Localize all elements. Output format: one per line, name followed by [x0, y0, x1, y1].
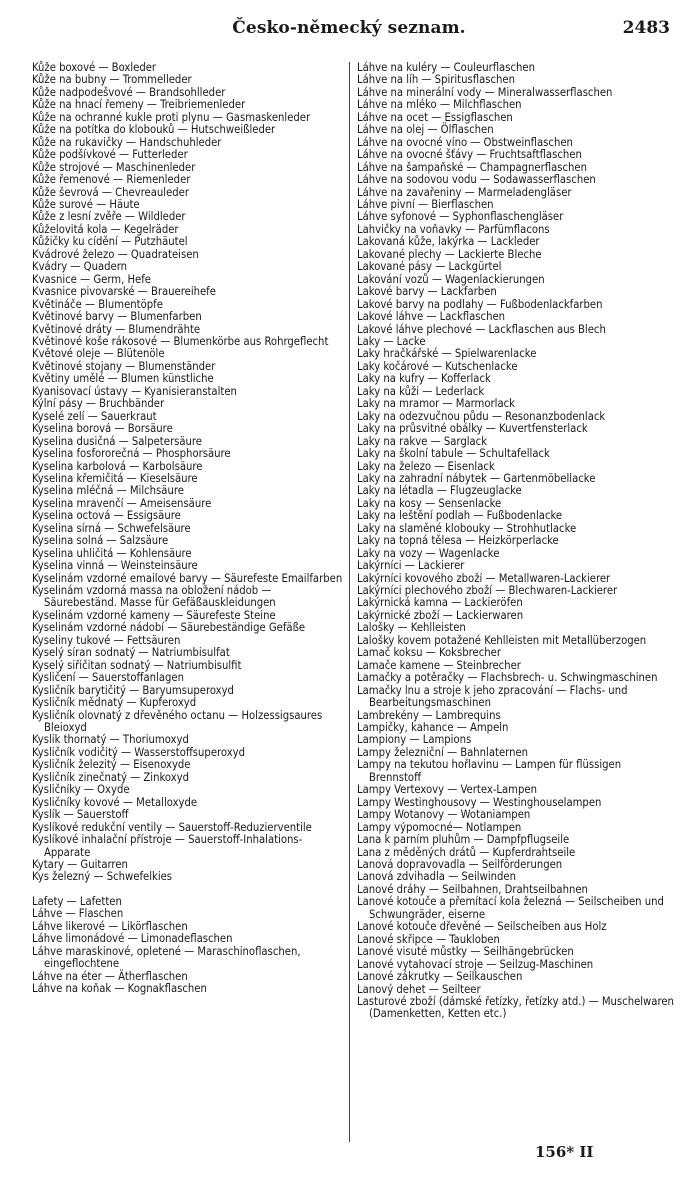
index-entry: Láhve — Flaschen	[32, 907, 124, 921]
index-entry: Květinové barvy — Blumenfarben	[32, 310, 202, 324]
index-entry: Kyselina solná — Salzsäure	[32, 534, 169, 548]
index-entry: Kysličník železitý — Eisenoxyde	[32, 758, 191, 772]
index-entry: Lampy železniční — Bahnlaternen	[357, 745, 529, 759]
index-entry: Laky hračkářské — Spielwarenlacke	[357, 347, 537, 361]
index-entry: Lampiony — Lampions	[357, 733, 472, 747]
index-entry: Lana k parním pluhům — Dampfpflugseile	[357, 833, 570, 847]
index-entry: Kyanisovací ústavy — Kyanisieranstalten	[32, 384, 237, 398]
page-title: Česko-německý seznam.	[232, 18, 466, 38]
right-column	[357, 62, 675, 1021]
index-entry: Lakování vozů — Wagenlackierungen	[357, 272, 545, 286]
index-entry: Laky na zahradní nábytek — Gartenmöbellacke	[357, 471, 596, 485]
index-entry: Lanové visuté můstky — Seilhängebrücken	[357, 945, 574, 959]
index-entry: Kyselinám vzdorné nádobí — Säurebeständige Gefäße	[32, 621, 306, 635]
index-entry: Lanové kotouče dřevěné — Seilscheiben aus Holz	[357, 920, 607, 934]
index-entry: Láhve na líh — Spiritusflaschen	[357, 73, 515, 87]
index-entry: Láhve na sodovou vodu — Sodawasserflaschen	[357, 173, 596, 187]
index-entry: Lanový dehet — Seilteer	[357, 982, 481, 996]
index-entry: Láhve na zavařeniny — Marmeladengläser	[357, 185, 572, 199]
index-entry: Lanové dráhy — Seilbahnen, Drahtseilbahnen	[357, 882, 588, 896]
index-entry: Lampy na tekutou hořlavinu — Lampen für flüssigen Brennstoff	[357, 758, 622, 784]
index-entry: Lakýrníci plechového zboží — Blechwaren-Lackierer	[357, 584, 618, 598]
index-entry: Laky kočárové — Kutschenlacke	[357, 359, 518, 373]
index-entry: Lakýrníci kovového zboží — Metallwaren-Lackierer	[357, 571, 611, 585]
index-entry: Kůže na potítka do klobouků — Hutschweißleder	[32, 123, 276, 137]
index-entry: Láhve na minerální vody — Mineralwasserflaschen	[357, 85, 613, 99]
left-block-l	[32, 896, 346, 996]
index-entry: Lakýrnická kamna — Lackieröfen	[357, 596, 523, 610]
index-entry: Kyselinám vzdorné kameny — Säurefeste Steine	[32, 608, 276, 622]
index-entry: Kyslíkové redukční ventily — Sauerstoff-Reduzierventile	[32, 820, 312, 834]
index-entry: Lampičky, kahance — Ampeln	[357, 721, 509, 735]
left-column	[32, 62, 346, 996]
page-header	[0, 16, 698, 46]
index-entry: Lanové kotouče a přemítací kola železná — Seilscheiben und Schwungräder, eiserne	[357, 895, 664, 921]
index-entry: Kůže na bubny — Trommelleder	[32, 73, 192, 87]
index-entry: Kyselina karbolová — Karbolsäure	[32, 459, 203, 473]
index-entry: Lamač koksu — Koksbrecher	[357, 646, 501, 660]
index-entry: Kysličník vodičitý — Wasserstoffsuperoxyd	[32, 745, 246, 759]
index-entry: Lanová dopravovadla — Seilförderungen	[357, 858, 563, 871]
index-entry: Lana z měděných drátů — Kupferdrahtseile	[357, 845, 576, 859]
index-entry: Kvádry — Quadern	[32, 260, 128, 274]
index-entry: Lambrekény — Lambrequins	[357, 708, 501, 722]
index-entry: Láhve na ovocné šťávy — Fruchtsaftflaschen	[357, 148, 582, 162]
index-entry: Kyselina křemičitá — Kieselsäure	[32, 471, 198, 485]
index-entry: Láhve na šampaňské — Champagnerflaschen	[357, 160, 588, 174]
index-entry: Kůže surové — Häute	[32, 197, 140, 211]
index-entry: Láhve pivní — Bierflaschen	[357, 197, 494, 211]
index-entry: Laky na mramor — Marmorlack	[357, 397, 515, 411]
index-entry: Lakýrnické zboží — Lackierwaren	[357, 608, 524, 622]
index-entry: Kyselina sírná — Schwefelsäure	[32, 521, 191, 535]
index-entry: Kůže na hnací řemeny — Treibriemenleder	[32, 98, 246, 112]
index-entry: Kyslík — Sauerstoff	[32, 808, 129, 822]
index-entry: Laky na vozy — Wagenlacke	[357, 546, 500, 560]
index-entry: Kyselinám vzdorné emailové barvy — Säurefeste Emailfarben	[32, 571, 343, 585]
index-entry: Lakové láhve — Lackflaschen	[357, 310, 506, 324]
index-entry: Laky na kůži — Lederlack	[357, 384, 485, 398]
index-entry: Lakové barvy na podlahy — Fußbodenlackfarben	[357, 297, 603, 311]
index-entry: Lakové barvy — Lackfarben	[357, 285, 497, 299]
index-entry: Kyselina mravenčí — Ameisensäure	[32, 496, 212, 510]
index-entry: Květinové stojany — Blumenständer	[32, 359, 216, 373]
index-entry: Kys železný — Schwefelkies	[32, 870, 173, 884]
index-entry: Lampy výpomocné— Notlampen	[357, 820, 522, 834]
index-entry: Lasturové zboží (dámské řetízky, řetízky atd.) — Muschelwaren (Damenketten, Ketten etc.)	[357, 994, 674, 1021]
index-entry: Kysličník barytičitý — Baryumsuperoxyd	[32, 683, 234, 697]
index-entry: Kůžičky ku cídění — Putzhäutel	[32, 235, 188, 249]
index-entry: Kůže boxové — Boxleder	[32, 61, 157, 74]
index-entry: Lamačky a potěračky — Flachsbrech- u. Schwingmaschinen	[357, 671, 658, 685]
index-entry: Kysličení — Sauerstoffanlagen	[32, 671, 184, 685]
index-entry: Láhve syfonové — Syphonflaschengläser	[357, 210, 564, 224]
index-entry: Laky na kosy — Sensenlacke	[357, 496, 502, 510]
index-entry: Láhve na koňak — Kognakflaschen	[32, 982, 207, 996]
index-entry: Kvasnice — Germ, Hefe	[32, 272, 151, 286]
index-entry: Kyseliny tukové — Fettsäuren	[32, 633, 181, 647]
index-entry: Kysličníky kovové — Metalloxyde	[32, 795, 198, 809]
index-entry: Kůže z lesní zvěře — Wildleder	[32, 210, 186, 224]
index-entry: Laky na školní tabule — Schultafellack	[357, 447, 550, 461]
index-entry: Kysličník olovnatý z dřevěného octanu — Holzessigsaures Bleioxyd	[32, 708, 323, 735]
index-entry: Kyselý siřičitan sodnatý — Natriumbisulfit	[32, 658, 242, 672]
index-entry: Kysličník mědnatý — Kupferoxyd	[32, 696, 197, 710]
index-entry: Lanové skřipce — Taukloben	[357, 932, 500, 946]
index-entry: Kůže na ochranné kukle proti plynu — Gasmaskenleder	[32, 110, 311, 124]
index-entry: Lanová zdvihadla — Seilwinden	[357, 870, 516, 884]
index-entry: Lakované pásy — Lackgürtel	[357, 260, 502, 274]
index-entry: Kůže řemenové — Riemenleder	[32, 173, 191, 187]
index-entry: Laky na leštění podlah — Fußbodenlacke	[357, 509, 563, 523]
index-entry: Láhve na ovocné víno — Obstweinflaschen	[357, 135, 573, 149]
index-entry: Kvádrové železo — Quadrateisen	[32, 247, 199, 261]
index-entry: Laky na topná tělesa — Heizkörperlacke	[357, 534, 559, 548]
index-entry: Kyselé zelí — Sauerkraut	[32, 409, 157, 423]
index-entry: Kůže podšívkové — Futterleder	[32, 148, 188, 162]
index-entry: Lampy Vertexovy — Vertex-Lampen	[357, 783, 537, 797]
index-entry: Laky — Lacke	[357, 334, 426, 348]
sheet-signature: 156* II	[535, 1143, 594, 1161]
index-entry: Lakové láhve plechové — Lackflaschen aus Blech	[357, 322, 606, 336]
index-entry: Kyselina octová — Essigsäure	[32, 509, 181, 523]
index-entry: Kůže strojové — Maschinenleder	[32, 160, 196, 174]
index-entry: Laky na slaměné klobouky — Strohhutlacke	[357, 521, 577, 535]
index-entry: Laky na rakve — Sarglack	[357, 434, 488, 448]
index-entry: Kvasnice pivovarské — Brauereihefe	[32, 285, 216, 299]
index-entry: Laky na létadla — Flugzeuglacke	[357, 484, 522, 498]
index-entry: Kyselý síran sodnatý — Natriumbisulfat	[32, 646, 230, 660]
index-entry: Kyselina uhličitá — Kohlensäure	[32, 546, 192, 560]
index-entry: Kýlní pásy — Bruchbänder	[32, 397, 165, 411]
index-entry: Kyslíkové inhalační přístroje — Sauerstoff-Inhalations-Apparate	[32, 833, 303, 859]
index-entry: Lahvičky na voňavky — Parfümflacons	[357, 222, 550, 236]
index-entry: Květinové dráty — Blumendrähte	[32, 322, 201, 336]
index-entry: Lafety — Lafetten	[32, 894, 122, 908]
index-entry: Láhve limonádové — Limonadeflaschen	[32, 932, 233, 946]
index-entry: Láhve na ocet — Essigflaschen	[357, 110, 513, 124]
index-entry: Kytary — Guitarren	[32, 858, 128, 871]
index-entry: Kůže nadpodešvové — Brandsohlleder	[32, 85, 226, 99]
index-entry: Lamačky lnu a stroje k jeho zpracování — Flachs- und Bearbeitungsmaschinen	[357, 683, 628, 710]
index-entry: Lanové vytahovací stroje — Seilzug-Maschinen	[357, 957, 594, 971]
right-block-l	[357, 62, 675, 1021]
index-entry: Lalošky — Kehlleisten	[357, 621, 466, 635]
index-entry: Kysličníky — Oxyde	[32, 783, 130, 797]
index-entry: Lampy Westinghousovy — Westinghouselampen	[357, 795, 602, 809]
index-entry: Láhve maraskinové, opletené — Maraschinoflaschen, eingeflochtene	[32, 944, 301, 971]
index-entry: Lalošky kovem potažené Kehlleisten mit Metallüberzogen	[357, 633, 647, 647]
index-entry: Květiny umělé — Blumen künstliche	[32, 372, 214, 386]
index-entry: Květináče — Blumentöpfe	[32, 297, 163, 311]
index-entry: Láhve na olej — Ölflaschen	[357, 123, 494, 137]
index-entry: Kůže ševrová — Chevreauleder	[32, 185, 190, 199]
column-divider	[349, 62, 350, 1142]
index-entry: Laky na železo — Eisenlack	[357, 459, 495, 473]
index-entry: Kyselina fosfororečná — Phosphorsäure	[32, 447, 231, 461]
index-entry: Lamače kamene — Steinbrecher	[357, 658, 521, 672]
index-entry: Kyselina borová — Borsäure	[32, 422, 173, 436]
index-entry: Kyselina vinná — Weinsteinsäure	[32, 559, 198, 573]
index-entry: Kůže na rukavičky — Handschuhleder	[32, 135, 222, 149]
index-entry: Květové oleje — Blütenöle	[32, 347, 165, 361]
index-entry: Kyselina dusičná — Salpetersäure	[32, 434, 202, 448]
index-entry: Láhve na kuléry — Couleurflaschen	[357, 61, 535, 74]
index-entry: Laky na kufry — Kofferlack	[357, 372, 491, 386]
index-entry: Lampy Wotanovy — Wotaniampen	[357, 808, 531, 822]
index-entry: Kyslik thornatý — Thoriumoxyd	[32, 733, 189, 747]
index-entry: Lakované plechy — Lackierte Bleche	[357, 247, 542, 261]
index-entry: Lakovaná kůže, lakýrka — Lackleder	[357, 235, 540, 249]
page-number: 2483	[622, 18, 670, 38]
index-entry: Lakýrníci — Lackierer	[357, 559, 465, 573]
index-entry: Kyselina mléčná — Milchsäure	[32, 484, 184, 498]
index-entry: Láhve likerové — Likörflaschen	[32, 919, 188, 933]
index-entry: Láhve na éter — Ätherflaschen	[32, 969, 188, 983]
index-entry: Květinové koše rákosové — Blumenkörbe aus Rohrgeflecht	[32, 334, 329, 348]
index-entry: Laky na průsvitné obálky — Kuvertfensterlack	[357, 422, 588, 436]
index-entry: Kyselinám vzdorná massa na obložení nádob — Säurebeständ. Masse für Gefäßauskleidungen	[32, 584, 276, 610]
index-entry: Kysličník zinečnatý — Zinkoxyd	[32, 770, 190, 784]
index-entry: Láhve na mléko — Milchflaschen	[357, 98, 522, 112]
index-entry: Kůželovitá kola — Kegelräder	[32, 222, 179, 236]
left-block-k	[32, 62, 346, 884]
index-entry: Lanové zákrutky — Seilkauschen	[357, 970, 523, 984]
index-entry: Laky na odezvučnou půdu — Resonanzbodenlack	[357, 409, 606, 423]
